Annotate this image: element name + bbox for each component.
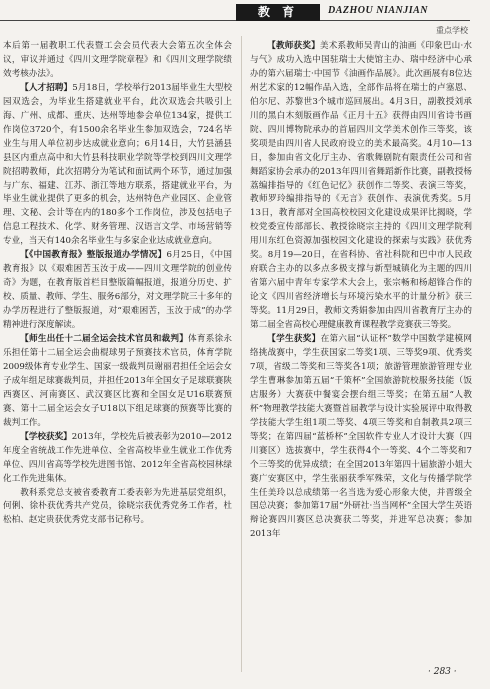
paragraph-heading: 【师生出任十二届全运会技术官员和裁判】 <box>20 334 189 345</box>
paragraph-heading: 【学校获奖】 <box>20 431 72 442</box>
paragraph-text: 6月25日，《中国教育报》以《艰难困苦玉汝于成——四川文理学院的创业传奇》为题，在教育版首栏目整版篇幅报道，报道分历史、扩校、质量、教师、学生、服务6部分，对文理学院三十多年的办学历程进行了整版报道，对“艰难困苦，玉汝于成”的办学精神进行深度解读。 <box>3 250 233 331</box>
paragraph-heading: 【教师获奖】 <box>267 41 320 51</box>
paragraph <box>250 40 472 333</box>
paragraph-text: 美术系教师吴青山的油画《印象巴山·水与气》成功入选中国驻瑞士大使馆主办、瑞中经济中心承办的第六届瑞士·中国节《油画作品展》。此次画展有8位达州艺术家的12幅作品入选，全部作品将在瑞士的卢塞恩、伯尔尼、苏黎世3个城市巡回展出。4月3日，副教授刘承川的黑白木刻版画作品《正月十五》获得由四川省诗书画院、四川博物院承办的首届四川文学美术创作三等奖，该奖项是由四川省人民政府设立的美术最高奖。4月10—13日，参加由省文化厅主办、省歌舞剧院有限责任公司和省舞蹈家协会承办的2013年四川省舞蹈新作比赛，副教授杨荔编排指导的《红色记忆》获创作二等奖、表演三等奖，教师罗玲编排指导的《无言》获创作、表演优秀奖。5月13日，教育部对全国高校校园文化建设成果评比揭晓，学校党委宣传部部长、教授徐晓宗主持的《四川文理学院利用川东红色资源加强校园文化建设的探索与实践》获优秀奖。8月19—20日，在省科协、省社科院和巴中市人民政府联合主办的以多点多极支撑与新型城镇化为主题的四川省第六届中青年专家学术大会上，张宗畅和杨超锋合作的论文《四川省经济增长与环境污染水平的计量分析》获三等奖。11月29日，教师文秀娟参加由四川省教育厅主办的第二届全省高校心理健康教育课程教学竞赛获三等奖。 <box>250 41 472 331</box>
paragraph <box>3 333 232 431</box>
section-title: 教 育 <box>236 4 320 21</box>
paragraph <box>250 333 472 542</box>
paragraph-heading: 【《中国教育报》整版报道办学情况】 <box>20 250 167 261</box>
column-divider <box>241 36 242 672</box>
paragraph-heading: 【学生获奖】 <box>267 334 321 345</box>
paragraph <box>3 249 232 333</box>
paragraph-text: 本后第一届教职工代表暨工会会员代表大会第五次全体会议，审议并通过《四川文理学院章程》和《四川文理学院绩效考核办法》。 <box>3 41 232 79</box>
section-subtitle: 重点学校 <box>436 26 468 35</box>
paragraph-text: 教科系党总支被省委教育工委表彰为先进基层党组织，何俐、徐朴获优秀共产党员，徐晓宗获优秀党务工作者，杜松柏、赵定贵获优秀党支部书记称号。 <box>3 487 232 526</box>
paragraph <box>3 40 232 82</box>
paragraph <box>3 82 232 249</box>
header-rule <box>0 20 470 21</box>
paragraph <box>3 431 232 487</box>
right-column <box>250 40 472 542</box>
paragraph-text: 5月18日，学校举行2013届毕业生大型校园双选会，为毕业生搭建就业平台，此次双选会共吸引上海、广州、成都、重庆、达州等地参会单位134家，提供工作岗位3720个，有1500余名毕业生参加双选会，724名毕业生与用人单位初步达成就业意向；6月14日，大竹县涵县县区内重点高中和大竹县科技职业学院等学校到四川文理学院招聘教师，此次招聘分为笔试和面试两个环节，通过加强与广东、福建、江苏、浙江等地方联系，搭建就业平台，为毕业生就业提供了更多的机会，达州特色产业园区、企业管理、文秘、会计等在内的180多个工作岗位，涉及包括电子信息工程技术、化学、财务管理、汉语言文学、市场营销等专业，当天有140余名毕业生与多家企业达成就业意向。 <box>3 82 232 247</box>
paragraph-text: 在第六届“认证杯”数学中国数学建模网络挑战赛中，学生获国家二等奖1项、三等奖9项、优秀奖7项，省级二等奖和三等奖各1项；旅游管理旅游管理专业学生曹琳参加第五届“千策杯”全国旅游院校服务技能（饭店服务）大赛获中餐宴会摆台组三等奖；在第五届“人教杯”物理教学技能大赛暨首届教学与设计实验展评中取得教学技能大学生组1项二等奖、4项三等奖和自制教具2项三等奖；在第四届“蓝桥杯”全国软件专业人才设计大赛（四川赛区）选拔赛中，学生获得4个一等奖、4个二等奖和7个三等奖的优异成绩；在全国2013年第四十届旅游小姐大赛广安赛区中，学生张丽获季军殊荣，文化与传播学院学生任美玲以总成绩第一名当选为爱心形象大使，并晋级全国总决赛；参加第17届“外研社·当当网杯”全国大学生英语辩论赛四川赛区总决赛获二等奖，并进军总决赛；参加2013年 <box>250 334 472 540</box>
page-header <box>0 0 490 40</box>
paragraph <box>3 487 232 529</box>
page-number: · 283 · <box>428 667 457 677</box>
paragraph-heading: 【人才招聘】 <box>20 82 73 93</box>
left-column <box>3 40 232 528</box>
paragraph-text: 体育系徐永乐担任第十二届全运会曲棍球男子预赛技术官员，体育学院2009级体育专业学生、国家一级裁判员谢丽君担任全运会女子成年组足球赛裁判员，并担任2013年全国女子足球联赛陕西赛区、河南赛区、武汉赛区比赛和全国女足U16联赛预赛、第十二届全运会女子U18以下组足球赛的预赛等比赛的裁判工作。 <box>3 334 232 428</box>
paragraph-text: 2013年，学校先后被表彰为2010—2012年度全省统战工作先进单位、全省高校毕业生就业工作优秀单位、四川省高等学校先进图书馆、2012年全省高校园林绿化工作先进集体。 <box>3 431 232 484</box>
journal-title-en: DAZHOU NIANJIAN <box>328 5 429 16</box>
